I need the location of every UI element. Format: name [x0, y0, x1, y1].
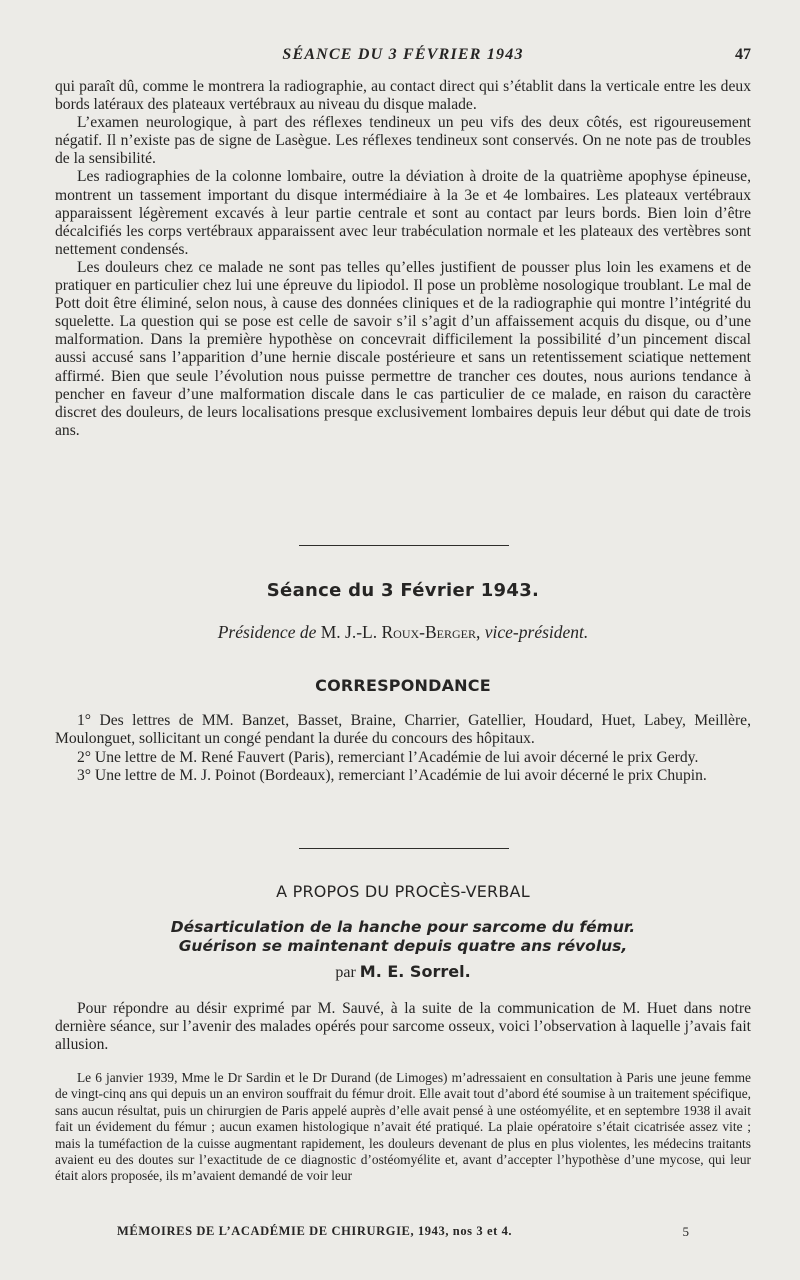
- signature-mark: 5: [682, 1224, 689, 1239]
- president-role: vice-président.: [484, 622, 589, 642]
- author-line: [55, 962, 751, 982]
- section-divider: [299, 848, 509, 849]
- presidence-line: [55, 622, 751, 643]
- body-paragraph: Les radiographies de la colonne lombaire, outre la déviation à droite de la quatrième apophyse épineuse, montrent un tassement important du disque intermédiaire à la 3e et 4e lombaires. Les plateaux vertébraux apparaissent légèrement excavés à leur partie centrale et sont au contact par leurs bords. Bien loin d’être décalcifiés les corps vertébraux apparaissent avec leur trabéculation normale et les plateaux des vertèbres sont nettement condensés.: [55, 168, 751, 258]
- article-title-line: Guérison se maintenant depuis quatre ans révolus,: [178, 937, 628, 955]
- body-text: [55, 78, 751, 440]
- page-footer: [55, 1224, 751, 1242]
- correspondance-item: 2° Une lettre de M. René Fauvert (Paris), remerciant l’Académie de lui avoir décerné le prix Gerdy.: [77, 748, 699, 766]
- running-header: [55, 46, 751, 68]
- article-title: [55, 918, 751, 956]
- running-title: SÉANCE DU 3 FÉVRIER 1943: [282, 46, 524, 63]
- intro-paragraph: Pour répondre au désir exprimé par M. Sauvé, à la suite de la communication de M. Huet dans notre dernière séance, sur l’avenir des malades opérés pour sarcome osseux, voici l’observation à laquelle j’avais fait allusion.: [55, 1000, 751, 1054]
- proces-verbal-heading: A PROPOS DU PROCÈS-VERBAL: [276, 882, 530, 901]
- journal-citation: MÉMOIRES DE L’ACADÉMIE DE CHIRURGIE, 1943, nos 3 et 4.: [117, 1224, 513, 1238]
- section-divider: [299, 545, 509, 546]
- author-name: M. E. Sorrel.: [359, 962, 471, 981]
- body-paragraph: qui paraît dû, comme le montrera la radiographie, au contact direct qui s’établit dans la verticale entre les deux bords latéraux des plateaux vertébraux au niveau du disque malade.: [55, 78, 751, 114]
- correspondance-item: 1° Des lettres de MM. Banzet, Basset, Braine, Charrier, Gatellier, Houdard, Huet, Labey, Meillère, Moulonguet, sollicitant un congé pendant la durée du concours des hôpitaux.: [55, 712, 751, 748]
- author-prefix: par: [335, 964, 356, 981]
- correspondance-item: 3° Une lettre de M. J. Poinot (Bordeaux), remerciant l’Académie de lui avoir décerné le prix Chupin.: [77, 767, 707, 785]
- body-paragraph: L’examen neurologique, à part des réflexes tendineux un peu vifs des deux côtés, est rigoureusement négatif. Il n’existe pas de signe de Lasègue. Les réflexes tendineux sont conservés. On ne note pas de troubles de la sensibilité.: [55, 114, 751, 168]
- correspondance-heading: CORRESPONDANCE: [315, 676, 491, 695]
- presidence-prefix: Présidence de: [217, 622, 317, 642]
- president-name: M. J.-L. Roux-Berger,: [320, 622, 481, 642]
- correspondance-list: [55, 712, 751, 786]
- observation-paragraph: Le 6 janvier 1939, Mme le Dr Sardin et le Dr Durand (de Limoges) m’adressaient en consultation à Paris une jeune femme de vingt-cinq ans qui depuis un an environ souffrait du fémur droit. Elle avait tout d’abord été soumise à un traitement spécifique, sans aucun résultat, puis un chirurgien de Paris appelé auprès d’elle avait pensé à une ostéomyélite, et en septembre 1938 il avait fait un évidement du fémur ; aucun examen histologique n’avait été pratiqué. La plaie opératoire s’était cicatrisée assez vite ; mais la tuméfaction de la cuisse augmentant rapidement, les douleurs devenant de plus en plus violentes, les médecins traitants avaient eu des doutes sur l’exactitude de ce diagnostic d’ostéomyélite et, avant d’accepter l’hypothèse d’une mycose, qui leur était alors proposée, ils m’avaient demandé de voir leur: [55, 1070, 751, 1184]
- seance-title: Séance du 3 Février 1943.: [266, 580, 540, 601]
- article-title-line: Désarticulation de la hanche pour sarcome du fémur.: [170, 918, 636, 936]
- page-number: 47: [735, 46, 751, 63]
- body-paragraph: Les douleurs chez ce malade ne sont pas telles qu’elles justifient de pousser plus loin les examens et de pratiquer en particulier chez lui une épreuve du lipiodol. Il pose un problème nosologique troublant. Le mal de Pott doit être éliminé, selon nous, à cause des données cliniques et de la radiographie qui montre l’intégrité du squelette. La question qui se pose est celle de savoir s’il s’agit d’un affaissement acquis du disque, ou d’une malformation. Dans la première hypothèse on concevrait difficilement la possibilité d’un pincement discal aussi accusé sans l’apparition d’une hernie discale postérieure et sans un retentissement sciatique nettement affirmé. Bien que seule l’évolution nous puisse permettre de trancher ces doutes, nous aurions tendance à pencher en faveur d’une malformation discale dans le cas particulier de ce malade, en raison du caractère discret des douleurs, de leurs localisations presque exclusivement lombaires depuis leur début qui date de trois ans.: [55, 258, 751, 439]
